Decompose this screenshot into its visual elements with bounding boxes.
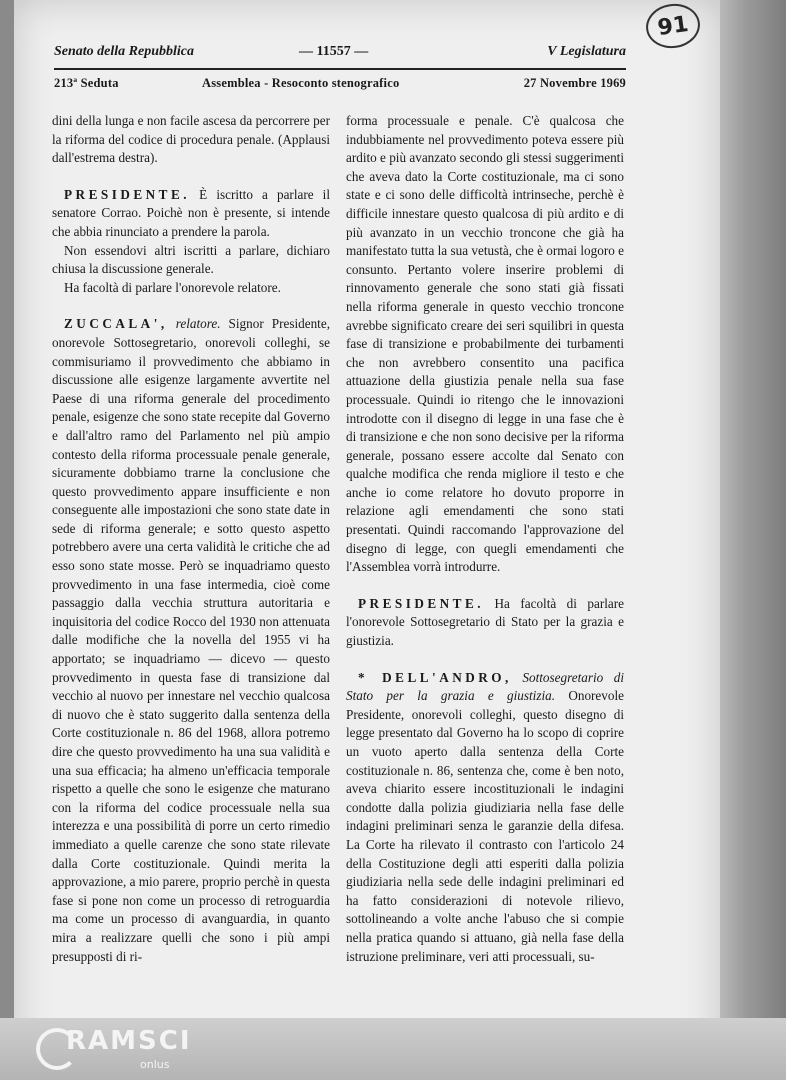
scan-edge [720, 0, 786, 1080]
header-rule [54, 68, 626, 70]
speaker-name: PRESIDENTE. [64, 186, 191, 202]
speech-text: Ha facoltà di parlare l'onorevole Sottosegretario di Stato per la grazia e giustizia. [346, 595, 624, 649]
paragraph [346, 595, 624, 651]
paragraph: Ha facoltà di parlare l'onorevole relatore. [64, 279, 281, 295]
session-header [54, 74, 626, 94]
speaker-name: ZUCCALA', [64, 316, 168, 332]
speaker-role: relatore. [167, 316, 221, 332]
paragraph: forma processuale e penale. C'è qualcosa che indubbiamente nel provvedimento poteva essere più ardito e più avanzato secondo gli stessi suggerimenti che aveva dato la Corte costituzionale, ma ci sono state e ci sono delle difficoltà intrinseche, perchè è difficile innestare questo qualcosa di più ardito e di più avanzato in un vecchio troncone che già ha manifestato tutta la sua vetustà, che è ormai logoro e consunto. Pertanto volere inserire problemi di rinnovamento generale che sono stati già fissati nella riforma generale in questo vecchio troncone avrebbe significato creare dei seri squilibri in questa fase di transizione e probabilmente dei turbamenti che non avrebbero consentito una pacifica attuazione della giustizia penale nella sua fase processuale. Quindi io ritengo che le innovazioni introdotte con il disegno di legge in una fase che è di transizione e che non sono decisive per la riforma generale, possano essere accolte dal Senato con qualche modifica che renda migliore il testo e che anche io come relatore ho dovuto proporre in relazione agli emendamenti che sono stati presentati. Quindi raccomando l'approvazione del disegno di legge, con quegli emendamenti che l'Assemblea vorrà introdurre. [346, 113, 624, 575]
paragraph [52, 186, 330, 242]
page-number-stamp: 91 [643, 0, 703, 51]
header-assembly: Assemblea - Resoconto stenografico [202, 76, 400, 90]
speech-text: Onorevole Presidente, onorevoli colleghi, questo disegno di legge presentato dal Governo ha lo scopo di coprire un vuoto aperto dalla sentenza della Corte costituzionale n. 86, sentenza che, come è ben noto, aveva chiarito essere incostituzionali le indagini condotte dalla polizia giudiziaria nella fase delle indagini preliminari senza le garanzie della difesa. La Corte ha rilevato il contrasto con l'articolo 24 della Costituzione degli atti esperiti dalla polizia giudiziaria nella sede delle indagini preliminari ed ha fatto considerazioni di notevole rilievo, sottolineando a volte anche l'abuso che si compie nella pratica quando si attuano, già nella fase della istruzione preliminare, veri atti processuali, su- [346, 688, 624, 964]
watermark-suffix: onlus [140, 1058, 170, 1071]
left-column [52, 112, 330, 984]
header-senate: Senato della Repubblica [54, 44, 194, 59]
speaker-name: * DELL'ANDRO, [358, 669, 512, 685]
paragraph: dini della lunga e non facile ascesa da percorrere per la riforma del codice di procedura penale. (Applausi dall'estrema destra). [52, 113, 330, 166]
paragraph [52, 315, 330, 966]
running-header [54, 40, 626, 64]
speech-text: È iscritto a parlare il senatore Corrao. Poichè non è presente, si intende che abbia rinunciato a prendere la parola. [52, 186, 330, 239]
paragraph: Non essendovi altri iscritti a parlare, dichiaro chiusa la discussione generale. [52, 242, 330, 277]
gramsci-watermark [36, 1024, 206, 1072]
header-legislature: V Legislatura [547, 44, 626, 59]
header-page-number: — 11557 — [299, 44, 369, 59]
speech-text: Signor Presidente, onorevole Sottosegretario, onorevoli colleghi, se commisuriamo il provvedimento che abbiamo in discussione alle esigenze largamente avvertite nel Paese di una riforma generale del procedimento penale, esigenze che sono state recepite dal Governo e dall'altro ramo del Parlamento nel più ampio contesto della riforma processuale penale generale, sicuramente dobbiamo trarne la conclusione che questo provvedimento appare insufficiente e non conseguente alle impostazioni che sono state date in sede di riforma generale; e sotto questo aspetto potrebbero avere una certa validità le critiche che ad esso sono state mosse. Però se inquadriamo questo provvedimento in una fase intermedia, cioè come passaggio dalla vecchia struttura autoritaria e inquisitoria del codice Rocco del 1930 non attenuata dalle modifiche che la novella del 1955 vi ha apportato; se inquadriamo — dicevo — questo provvedimento in questa fase di transizione dal vecchio al nuovo per innestare nel vecchio qualcosa di nuovo che è stato suggerito dalla sentenza della Corte costituzionale n. 86 del 1968, allora potremo dire che questo provvedimento ha una sua validità e una sua efficacia; ha almeno un'efficacia temporale rispetto a quelle che sono le esigenze che maturano con la riforma del codice processuale nella sua interezza e una possibilità di porre un certo rimedio immediato a quelle carenze che sono state rilevate dalla Corte costituzionale. Quindi merita la approvazione, a mio parere, proprio perchè in questa fase si pone non come un processo di retroguardia ma come un processo di avanguardia, in quanto mira a realizzare quelli che sono i più ampi presupposti di ri- [52, 316, 330, 964]
watermark-name: RAMSCI [66, 1026, 192, 1056]
speaker-role: Sottosegretario di Stato per la grazia e giustizia. [346, 669, 625, 704]
paragraph [346, 669, 624, 967]
header-date: 27 Novembre 1969 [523, 76, 626, 90]
speaker-name: PRESIDENTE. [358, 595, 485, 611]
right-column [346, 112, 624, 984]
header-session: 213ª Seduta [54, 76, 119, 90]
